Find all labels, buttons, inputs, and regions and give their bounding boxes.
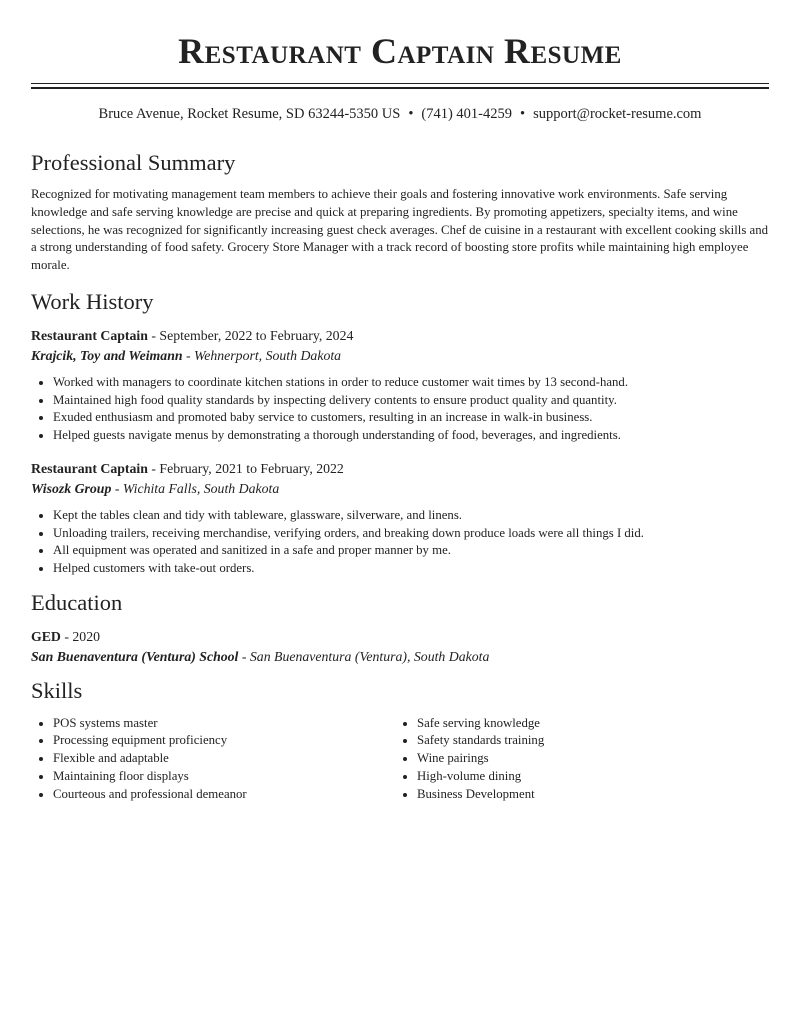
education-degree-line (31, 628, 769, 646)
skill-item: • Business Development (417, 786, 759, 804)
resume-title: Restaurant Captain Resume (178, 31, 622, 71)
education-location: - San Buenaventura (Ventura), South Dakota (238, 648, 490, 664)
contact-address: Bruce Avenue, Rocket Resume, SD 63244-5350 US (98, 106, 401, 122)
skills-list-left (31, 715, 395, 804)
section-heading-skills: Skills (31, 677, 83, 703)
skill-item: • Processing equipment proficiency (53, 732, 395, 750)
contact-line (31, 105, 769, 123)
job-bullet: • Kept the tables clean and tidy with tableware, glassware, silverware, and linens. (53, 507, 769, 525)
job-title-line (31, 327, 769, 345)
summary-text: Recognized for motivating management team members to achieve their goals and fostering innovative work environments. Safe serving knowledge and safe serving knowledge are precise and quick at preparing ingredients. By promoting appetizers, specialty items, and wine selections, he was recognized for significantly increasing guest check averages. Chef de cuisine in a restaurant with excellent cooking skills and a strong understanding of food safety. Grocery Store Manager with a track record of boosting store profits while maintaining high employee morale. (31, 187, 768, 273)
skill-item: • Flexible and adaptable (53, 750, 395, 768)
job-bullet: • Helped customers with take-out orders. (53, 560, 769, 578)
job-title-line (31, 460, 769, 478)
job-title: Restaurant Captain (31, 460, 148, 476)
skills-list-right (395, 715, 759, 804)
job-bullet: • Maintained high food quality standards by inspecting delivery contents to ensure product quality and quantity. (53, 392, 769, 410)
resume-page (31, 0, 769, 804)
contact-separator: • (408, 106, 414, 122)
education-year: - 2020 (60, 628, 100, 644)
job-entry (31, 460, 769, 578)
title-divider-thick (31, 87, 769, 89)
contact-phone: (741) 401-4259 (421, 106, 513, 122)
contact-separator: • (520, 106, 526, 122)
contact-email: support@rocket-resume.com (533, 106, 702, 122)
skill-item: • Maintaining floor displays (53, 768, 395, 786)
job-location: - Wichita Falls, South Dakota (111, 480, 280, 496)
job-location: - Wehnerport, South Dakota (182, 347, 342, 363)
job-bullet: • Helped guests navigate menus by demonstrating a thorough understanding of food, beverages, and ingredients. (53, 427, 769, 445)
job-bullets (31, 374, 769, 445)
skill-item: • Safe serving knowledge (417, 715, 759, 733)
job-company-line (31, 347, 769, 365)
job-title: Restaurant Captain (31, 327, 148, 343)
job-company: Krajcik, Toy and Weimann (31, 347, 183, 363)
job-company-line (31, 480, 769, 498)
job-bullets (31, 507, 769, 578)
job-bullet: • All equipment was operated and sanitized in a safe and proper manner by me. (53, 542, 769, 560)
skill-item: • Wine pairings (417, 750, 759, 768)
skill-item: • Courteous and professional demeanor (53, 786, 395, 804)
education-school-line (31, 648, 769, 666)
skill-item: • POS systems master (53, 715, 395, 733)
skill-item: • Safety standards training (417, 732, 759, 750)
job-bullet: • Unloading trailers, receiving merchandise, verifying orders, and breaking down produce loads were all things I did. (53, 525, 769, 543)
job-bullet: • Worked with managers to coordinate kitchen stations in order to reduce customer wait times by 13 second-hand. (53, 374, 769, 392)
job-company: Wisozk Group (31, 480, 112, 496)
section-heading-summary: Professional Summary (31, 150, 236, 175)
skills-columns (31, 715, 769, 804)
section-heading-work-history: Work History (31, 288, 154, 314)
job-entry (31, 327, 769, 445)
job-dates: - September, 2022 to February, 2024 (147, 327, 354, 343)
job-bullet: • Exuded enthusiasm and promoted baby service to customers, resulting in an increase in walk-in business. (53, 409, 769, 427)
education-entry (31, 628, 769, 666)
title-divider-thin (31, 83, 769, 84)
job-dates: - February, 2021 to February, 2022 (147, 460, 344, 476)
skill-item: • High-volume dining (417, 768, 759, 786)
section-heading-education: Education (31, 589, 123, 615)
education-degree: GED (31, 628, 61, 644)
education-school: San Buenaventura (Ventura) School (31, 648, 239, 664)
